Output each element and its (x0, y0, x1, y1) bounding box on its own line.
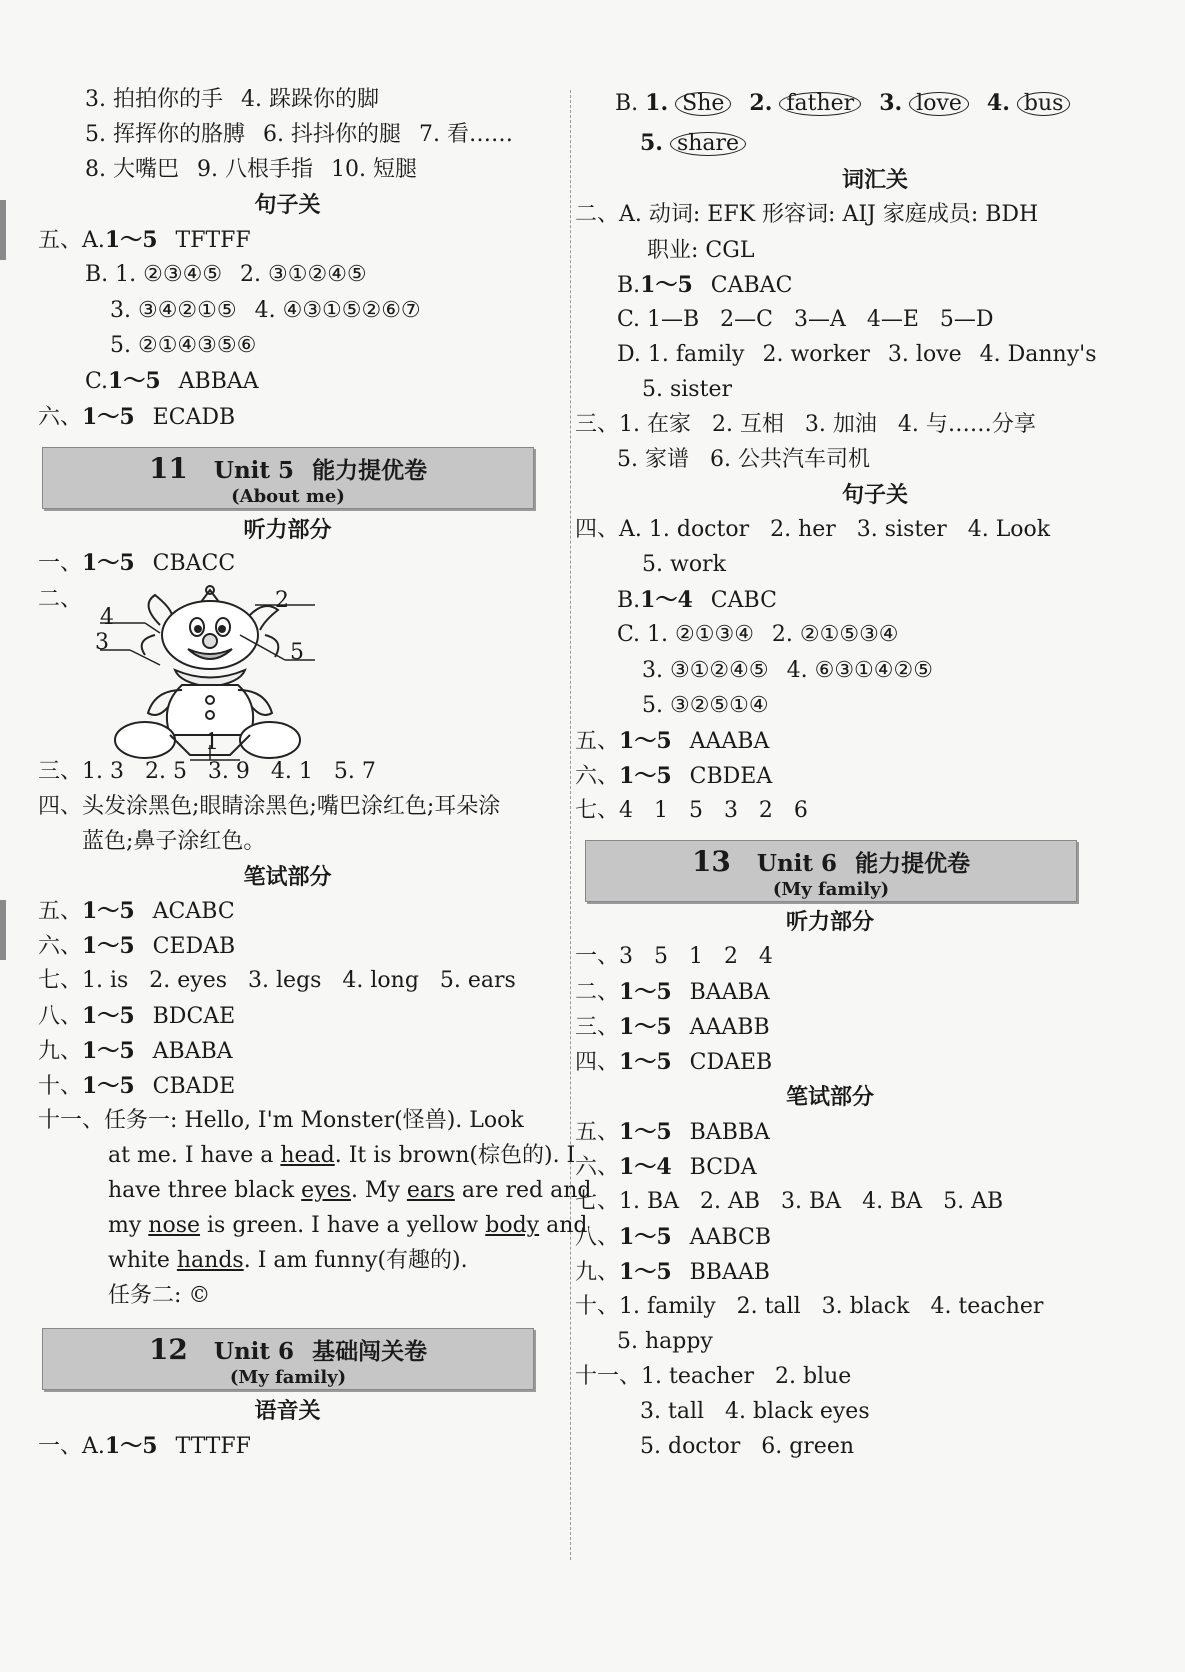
answer-line: C. 1. ②①③④ 2. ②①⑤③④ (617, 622, 899, 647)
picture-label: 3 (95, 630, 109, 655)
answer-line: 十一、任务一: Hello, I'm Monster(怪兽). Look (38, 1108, 524, 1133)
section-heading: 听力部分 (785, 909, 874, 935)
answer-line: 七、1. is 2. eyes 3. legs 4. long 5. ears (38, 968, 516, 993)
answer-line: 十、1. family 2. tall 3. black 4. teacher (575, 1294, 1044, 1319)
section-heading: 笔试部分 (243, 864, 332, 890)
picture-label: 2 (275, 588, 289, 613)
answer-line: 职业: CGL (647, 238, 755, 263)
answer-line: 五、A.1～5 TFTFF (38, 227, 251, 253)
answer-line: 三、1～5 AAABB (575, 1014, 770, 1040)
answer-line: 3. ③①②④⑤ 4. ⑥③①④②⑤ (642, 658, 933, 683)
unit-banner: 13 Unit 6 能力提优卷 (My family) (585, 840, 1077, 902)
clown-picture (100, 585, 340, 765)
answer-line: 四、头发涂黑色;眼睛涂黑色;嘴巴涂红色;耳朵涂 (38, 794, 501, 819)
answer-line: 3. tall 4. black eyes (640, 1399, 870, 1424)
answer-line: 四、1～5 CDAEB (575, 1049, 773, 1075)
answer-line: 二、1～5 BAABA (575, 979, 770, 1005)
answer-line: 三、1. 3 2. 5 3. 9 4. 1 5. 7 (38, 759, 376, 784)
answer-line: 一、1～5 CBACC (38, 550, 236, 576)
answer-line: 五、1～5 ACABC (38, 898, 235, 924)
answer-line: 四、A. 1. doctor 2. her 3. sister 4. Look (575, 517, 1051, 542)
answer-line: have three black eyes. My ears are red and (108, 1178, 592, 1203)
section-heading: 笔试部分 (785, 1084, 874, 1110)
answer-line: 5. sister (642, 377, 732, 402)
left-column (0, 0, 592, 1672)
section-heading: 听力部分 (243, 517, 332, 543)
answer-line: 八、1～5 BDCAE (38, 1003, 236, 1029)
picture-label: 4 (100, 605, 114, 630)
answer-line: 十、1～5 CBADE (38, 1073, 236, 1099)
right-column (575, 0, 1185, 1672)
answer-line: B. 1. She 2. father 3. love 4. bus (615, 88, 1070, 119)
answer-line: D. 1. family 2. worker 3. love 4. Danny's (617, 342, 1097, 367)
answer-line: 六、1～5 CBDEA (575, 763, 773, 789)
section-heading: 句子关 (254, 192, 321, 218)
answer-line: 蓝色;鼻子涂红色。 (82, 829, 266, 854)
answer-line: 5. ②①④③⑤⑥ (110, 333, 257, 358)
answer-line: 九、1～5 ABABA (38, 1038, 233, 1064)
section-heading: 语音关 (254, 1398, 321, 1424)
answer-line: C. 1—B 2—C 3—A 4—E 5—D (617, 307, 994, 332)
answer-line: my nose is green. I have a yellow body and (108, 1213, 588, 1238)
answer-line: B.1～5 CABAC (617, 272, 793, 298)
answer-line: 5. share (640, 128, 746, 159)
section-heading: 句子关 (841, 482, 908, 508)
answer-line: 8. 大嘴巴 9. 八根手指 10. 短腿 (85, 157, 417, 182)
answer-line: 六、1～4 BCDA (575, 1154, 757, 1180)
answer-line: 5. ③②⑤①④ (642, 693, 769, 718)
answer-line: white hands. I am funny(有趣的). (108, 1248, 468, 1273)
answer-line: 5. work (642, 552, 726, 577)
answer-line: 五、1～5 AAABA (575, 728, 770, 754)
answer-line: C.1～5 ABBAA (85, 368, 259, 394)
answer-line: 五、1～5 BABBA (575, 1119, 770, 1145)
answer-line: 七、1. BA 2. AB 3. BA 4. BA 5. AB (575, 1189, 1004, 1214)
answer-line: 3. 拍拍你的手 4. 跺跺你的脚 (85, 87, 379, 112)
answer-line: 5. happy (617, 1329, 713, 1354)
answer-line: 一、3 5 1 2 4 (575, 944, 773, 969)
answer-line: B. 1. ②③④⑤ 2. ③①②④⑤ (85, 262, 367, 287)
answer-line: B.1～4 CABC (617, 587, 777, 613)
answer-line: 5. 挥挥你的胳膊 6. 抖抖你的腿 7. 看…… (85, 122, 513, 147)
answer-line: 5. 家谱 6. 公共汽车司机 (617, 447, 870, 472)
answer-line: 六、1～5 CEDAB (38, 933, 236, 959)
picture-label: 5 (290, 640, 304, 665)
section-heading: 词汇关 (841, 167, 908, 193)
answer-line: at me. I have a head. It is brown(棕色的). I (108, 1143, 576, 1168)
answer-line: 三、1. 在家 2. 互相 3. 加油 4. 与……分享 (575, 412, 1036, 437)
unit-banner: 11 Unit 5 能力提优卷 (About me) (42, 447, 534, 509)
answer-line: 六、1～5 ECADB (38, 404, 236, 430)
answer-line: 十一、1. teacher 2. blue (575, 1364, 852, 1389)
answer-line: 3. ③④②①⑤ 4. ④③①⑤②⑥⑦ (110, 298, 421, 323)
answer-line: 二、A. 动词: EFK 形容词: AIJ 家庭成员: BDH (575, 202, 1039, 227)
answer-line: 七、4 1 5 3 2 6 (575, 798, 808, 823)
answer-line: 八、1～5 AABCB (575, 1224, 771, 1250)
picture-label: 1 (205, 730, 219, 755)
answer-line: 5. doctor 6. green (640, 1434, 855, 1459)
answer-line: 九、1～5 BBAAB (575, 1259, 770, 1285)
unit-banner: 12 Unit 6 基础闯关卷 (My family) (42, 1328, 534, 1390)
answer-line: 任务二: © (108, 1283, 211, 1308)
answer-lead: 二、 (38, 587, 83, 612)
answer-line: 一、A.1～5 TTTFF (38, 1433, 251, 1459)
